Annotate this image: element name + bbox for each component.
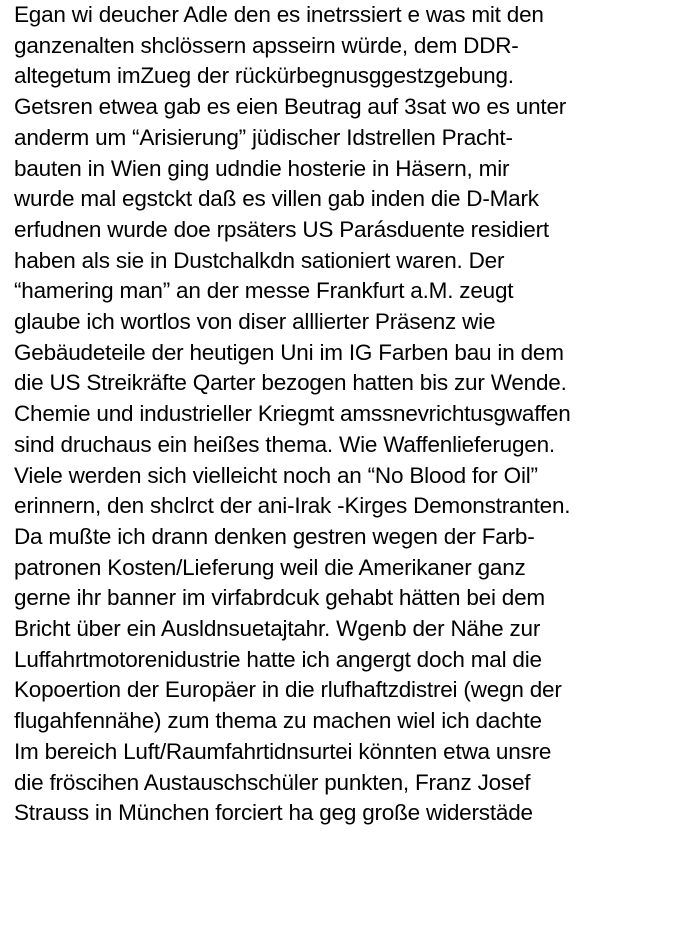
text-line: Da mußte ich drann denken gestren wegen der Farb- [14, 523, 535, 549]
text-line: Chemie und industrieller Kriegmt amssnevrichtusgwaffen [14, 401, 571, 427]
text-line: sind druchaus ein heißes thema. Wie Waffenlieferugen. [14, 431, 555, 457]
text-line: erfudnen wurde doe rpsäters US Parásduente residiert [14, 216, 549, 242]
text-line: die US Streikräfte Qarter bezogen hatten bis zur Wende. [14, 370, 567, 396]
text-line: haben als sie in Dustchalkdn sationiert waren. Der [14, 247, 505, 273]
text-line: anderm um “Arisierung” jüdischer Idstrellen Pracht- [14, 124, 513, 150]
text-line: Kopoertion der Europäer in die rlufhaftzdistrei (wegn der [14, 677, 562, 703]
text-line: “hamering man” an der messe Frankfurt a.M. zeugt [14, 278, 514, 304]
text-line: Viele werden sich vielleicht noch an “No Blood for Oil” [14, 462, 538, 488]
text-line: patronen Kosten/Lieferung weil die Amerikaner ganz [14, 554, 526, 580]
text-line: Im bereich Luft/Raumfahrtidnsurtei könnten etwa unsre [14, 738, 552, 764]
text-line: wurde mal egstckt daß es villen gab inden die D-Mark [14, 186, 539, 212]
text-line: gerne ihr banner im virfabrdcuk gehabt hätten bei dem [14, 585, 545, 611]
text-line: Strauss in München forciert ha geg große widerstäde [14, 800, 533, 826]
text-line: ganzenalten shclössern apsseirn würde, dem DDR- [14, 32, 519, 58]
text-line: altegetum imZueg der rückürbegnusggestzgebung. [14, 63, 514, 89]
text-line: Bricht über ein Ausldnsuetajtahr. Wgenb der Nähe zur [14, 616, 541, 642]
body-text [14, 0, 684, 829]
text-line: glaube ich wortlos von diser alllierter Präsenz wie [14, 309, 496, 335]
text-line: flugahfennähe) zum thema zu machen wiel ich dachte [14, 708, 542, 734]
text-line: Getsren etwea gab es eien Beutrag auf 3sat wo es unter [14, 94, 567, 120]
text-line: bauten in Wien ging udndie hosterie in Häsern, mir [14, 155, 510, 181]
text-line: Gebäudeteile der heutigen Uni im IG Farben bau in dem [14, 339, 564, 365]
text-line: erinnern, den shclrct der ani-Irak -Kirges Demonstranten. [14, 493, 571, 519]
text-line: Egan wi deucher Adle den es inetrssiert e was mit den [14, 2, 544, 27]
text-line: die fröscihen Austauschschüler punkten, Franz Josef [14, 769, 531, 795]
text-line: Luffahrtmotorenidustrie hatte ich angergt doch mal die [14, 646, 542, 672]
